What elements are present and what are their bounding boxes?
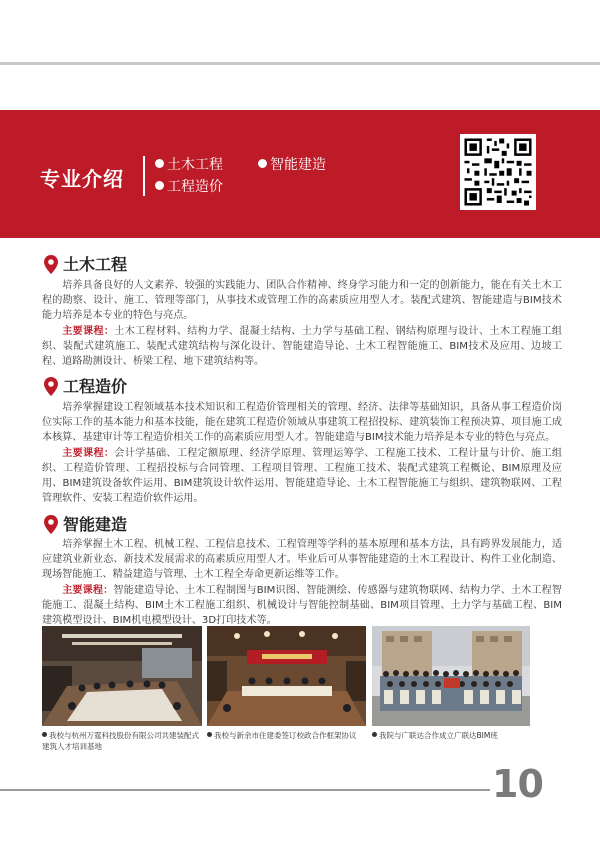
- courses-list: 智能建造导论、土木工程制图与BIM识图、智能测绘、传感器与建筑物联网、结构力学、土木工程智能施工、混凝土结构、BIM土木工程施工组织、机械设计与智能控制基础、BIM项目管理、土力学与基础工程、BIM建筑模型设计、BIM机电模型设计、3D打印技术等。: [42, 584, 563, 627]
- section-title-smart: 智能建造: [44, 512, 127, 538]
- courses-list: 会计学基础、工程定额原理、经济学原理、管理运筹学、工程施工技术、工程计量与计价、施工组织、工程造价管理、工程招投标与合同管理、工程项目管理、工程施工技术、装配式建筑工程概论、BIM原理及应用、BIM建筑设备软件运用、BIM建筑设计软件运用、智能建造导论、土木工程智能施工与组织、建筑物联网、工程管理软件、安装工程造价软件运用。: [42, 447, 563, 505]
- banner-divider: [143, 156, 145, 196]
- top-rule: [0, 62, 600, 65]
- bullet-icon: [372, 732, 377, 737]
- bullet-icon: [42, 732, 47, 737]
- banner-major-smart: 智能建造: [258, 154, 326, 174]
- courses-label: 主要课程：: [62, 447, 115, 459]
- bullet-icon: [155, 159, 164, 168]
- photo-caption-1: 我校与杭州万霆科技股份有限公司共建装配式建筑人才培训基地: [42, 731, 199, 751]
- bullet-icon: [258, 159, 267, 168]
- location-pin-icon: [44, 515, 58, 534]
- section-body-cost: [42, 400, 562, 506]
- photo-signing-ceremony: [207, 626, 366, 726]
- section-body-smart: [42, 537, 562, 628]
- photo-caption-3: 我院与广联达合作成立广联达BIM班: [372, 730, 530, 741]
- page-number: 10: [492, 762, 543, 806]
- bullet-icon: [207, 732, 212, 737]
- qr-code-icon: [460, 134, 536, 210]
- courses-label: 主要课程：: [62, 584, 114, 596]
- banner-major-civil: 土木工程: [155, 154, 223, 174]
- section-body-civil: [42, 278, 562, 369]
- banner: [0, 110, 600, 238]
- banner-title: 专业介绍: [40, 167, 124, 191]
- section-title-civil: 土木工程: [44, 252, 127, 278]
- bottom-rule: [0, 789, 490, 791]
- photo-caption-2: 我校与新余市住建委签订校政合作框架协议: [207, 730, 366, 741]
- courses-label: 主要课程：: [62, 325, 115, 337]
- photo-meeting-room: [42, 626, 202, 726]
- banner-major-cost: 工程造价: [155, 176, 223, 196]
- location-pin-icon: [44, 377, 58, 396]
- section-title-cost: 工程造价: [44, 374, 127, 400]
- courses-list: 土木工程材料、结构力学、混凝土结构、土力学与基础工程、钢结构原理与设计、土木工程施工组织、装配式建筑施工、装配式建筑结构与深化设计、智能建造导论、土木工程智能施工、BIM技术及应用、边坡工程、道路勘测设计、桥梁工程、地下建筑结构等。: [42, 325, 563, 368]
- location-pin-icon: [44, 255, 58, 274]
- section-intro: 培养掌握建设工程领域基本技术知识和工程造价管理相关的管理、经济、法律等基础知识，具备从事工程造价岗位实际工作的基本能力和基本技能，能在建筑工程造价领域从事建筑工程招投标、建筑装饰工程预决算、项目施工成本核算、基建审计等工程造价相关工作的高素质应用型人才。智能建造与BIM技术能力培养是本专业的特色与亮点。: [42, 402, 562, 444]
- bullet-icon: [155, 181, 164, 190]
- photo-group-students: [372, 626, 530, 726]
- section-intro: 培养掌握土木工程、机械工程、工程信息技术、工程管理等学科的基本原理和基本方法，具有跨界发展能力，适应建筑业新业态、新技术发展需求的高素质应用型人才。毕业后可从事智能建造的土木工程设计、构件工业化制造、现场智能施工、精益建造与管理、土木工程全寿命更新运维等工作。: [42, 539, 562, 581]
- section-intro: 培养具备良好的人文素养、较强的实践能力、团队合作精神、终身学习能力和一定的创新能力，能在有关土木工程的勘察、设计、施工、管理等部门，从事技术或管理工作的高素质应用型人才。装配式建筑、智能建造与BIM技术能力培养是本专业的特色与亮点。: [42, 280, 562, 322]
